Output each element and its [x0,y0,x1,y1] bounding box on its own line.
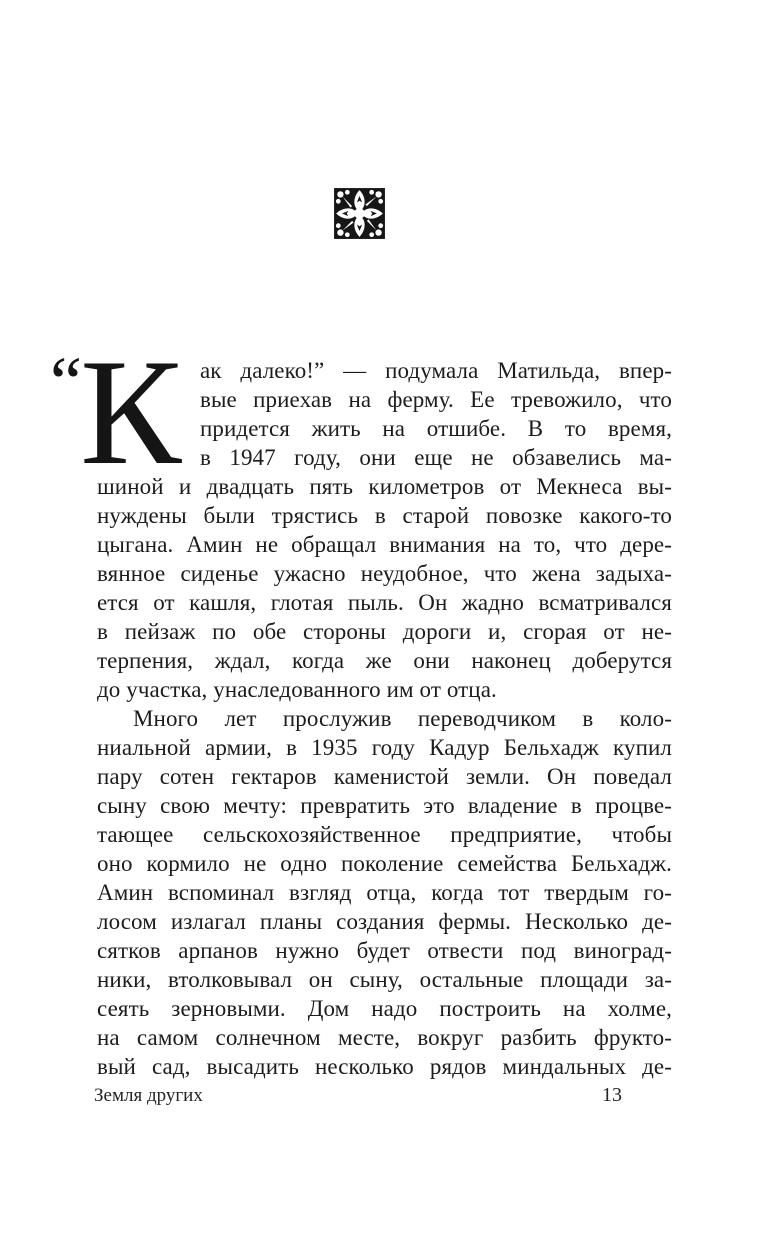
text-line: шиной и двадцать пять километров от Мекнеса вы- [97,474,672,499]
text-line: тающее сельскохозяйственное предприятие, чтобы [97,822,672,847]
text-line: на самом солнечном месте, вокруг разбить фрукто- [97,1025,672,1050]
text-line: ники, втолковывал он сыну, остальные площади за- [97,967,672,992]
drop-cap-letter: К [80,328,182,496]
text-line: ак далеко!” — подумала Матильда, впер- [200,358,672,383]
page-number: 13 [602,1084,622,1106]
text-line: нуждены были трястись в старой повозке какого-то [97,503,672,528]
text-line: Много лет прослужив переводчиком в коло- [133,706,672,731]
text-line: цыгана. Амин не обращал внимания на то, что дере- [97,532,672,557]
text-line: ется от кашля, глотая пыль. Он жадно всматривался [97,590,672,615]
text-line: сятков арпанов нужно будет отвести под виноград- [97,938,672,963]
text-line: вянное сиденье ужасно неудобное, что жена задыха- [97,561,672,586]
text-line: в 1947 году, они еще не обзавелись ма- [200,445,672,470]
text-line: лосом излагал планы создания фермы. Несколько де- [97,909,672,934]
running-title: Земля других [94,1085,203,1106]
text-block [97,356,672,1081]
text-line: в пейзаж по обе стороны дороги и, сгорая от не- [97,619,672,644]
paragraph [97,704,672,1081]
text-line: придется жить на отшибе. В то время, [200,416,672,441]
text-line: вый сад, высадить несколько рядов миндальных де- [97,1054,672,1079]
opening-quote-mark: “ [50,342,80,422]
text-line: до участка, унаследованного им от отца. [97,677,497,702]
paragraph [97,356,672,704]
text-line: сеять зерновыми. Дом надо построить на холме, [97,996,672,1021]
text-line: ниальной армии, в 1935 году Кадур Бельхадж купил [97,735,672,760]
text-line: Амин вспоминал взгляд отца, когда тот твердым го- [97,880,672,905]
chapter-ornament-icon [333,187,386,240]
text-line: вые приехав на ферму. Ее тревожило, что [200,387,672,412]
text-line: терпения, ждал, когда же они наконец доберутся [97,648,672,673]
text-line: оно кормило не одно поколение семейства Бельхадж. [97,851,672,876]
text-line: сыну свою мечту: превратить это владение в процве- [97,793,672,818]
text-line: пару сотен гектаров каменистой земли. Он поведал [97,764,672,789]
